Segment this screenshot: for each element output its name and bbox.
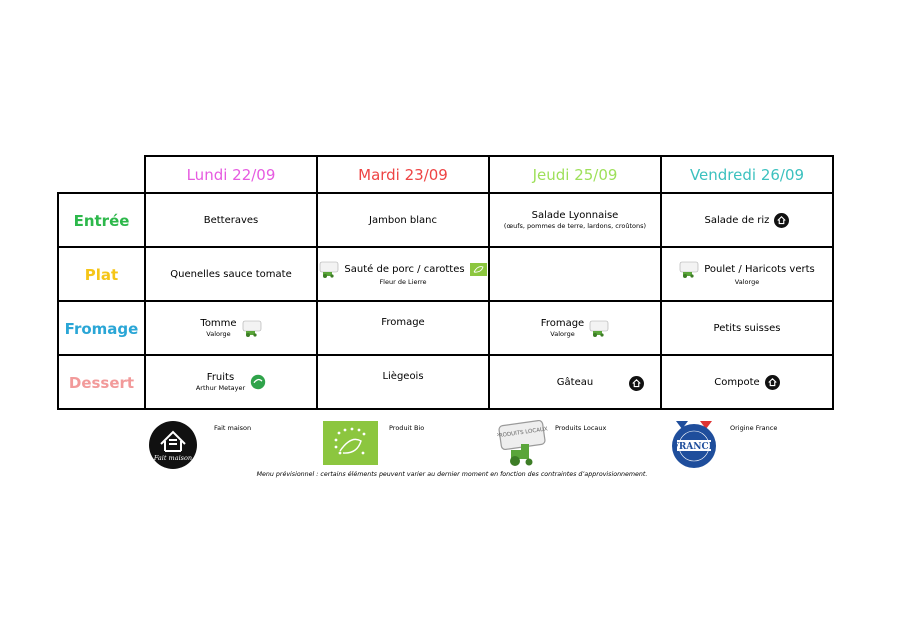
legend-bio — [323, 421, 378, 469]
dish-name: Liègeois — [382, 371, 424, 382]
produits-locaux-icon — [319, 261, 339, 278]
cell-entree-mardi — [317, 193, 489, 247]
dish-name: Salade de riz — [704, 214, 770, 226]
dish-supplier: Fleur de Lierre — [379, 278, 427, 286]
fait-maison-logo-icon — [148, 420, 198, 470]
produits-locaux-icon — [242, 320, 262, 337]
cell-plat-lundi — [145, 247, 317, 301]
cell-plat-jeudi — [489, 247, 661, 301]
dish-name: Fromage — [540, 318, 585, 329]
legend-france — [668, 419, 720, 473]
produits-locaux-logo-text: PRODUITS LOCAUX — [497, 426, 549, 440]
cell-fromage-vendredi — [661, 301, 833, 355]
cell-entree-lundi — [145, 193, 317, 247]
day-title: Mardi 23/09 — [358, 166, 448, 184]
day-title: Jeudi 25/09 — [532, 166, 618, 184]
dish-name: Fromage — [381, 317, 425, 328]
cell-plat-vendredi — [661, 247, 833, 301]
dish-name: Compote — [714, 376, 760, 388]
produits-locaux-icon — [589, 320, 609, 337]
day-header-mardi — [317, 156, 489, 193]
category-label: Dessert — [68, 373, 135, 392]
origine-france-logo-text: FRANCE — [672, 442, 716, 452]
legend-label-fait-maison: Fait maison — [214, 424, 252, 432]
legend-fait-maison — [148, 420, 198, 474]
category-label: Entrée — [73, 211, 130, 230]
fait-maison-icon — [774, 213, 789, 228]
dish-name: Gâteau — [556, 376, 594, 388]
bio-leaf-icon — [470, 263, 487, 276]
day-title: Lundi 22/09 — [186, 166, 276, 184]
dish-supplier: Arthur Metayer — [195, 384, 246, 392]
category-fromage — [58, 301, 145, 355]
dish-name: Tomme — [200, 318, 237, 329]
legend-locaux — [497, 420, 549, 472]
fait-maison-logo-text: Fait maison — [153, 454, 193, 462]
dish-name: Poulet / Haricots verts — [704, 264, 815, 275]
origine-france-icon — [250, 374, 266, 390]
dish-name: Fruits — [206, 372, 235, 383]
day-header-vendredi — [661, 156, 833, 193]
cell-dessert-jeudi — [489, 355, 661, 409]
day-title: Vendredi 26/09 — [689, 166, 805, 184]
day-header-lundi — [145, 156, 317, 193]
cell-entree-vendredi — [661, 193, 833, 247]
dish-supplier: Valorge — [206, 330, 231, 338]
day-header-jeudi — [489, 156, 661, 193]
origine-france-logo-icon — [668, 419, 720, 469]
category-plat — [58, 247, 145, 301]
dish-supplier: Valorge — [734, 278, 760, 286]
dish-supplier: Valorge — [550, 330, 575, 338]
dish-name: Quenelles sauce tomate — [170, 268, 292, 280]
dish-name: Jambon blanc — [369, 214, 437, 226]
legend-label-bio: Produit Bio — [389, 424, 425, 432]
cell-dessert-lundi — [145, 355, 317, 409]
legend-label-france: Origine France — [730, 424, 778, 432]
bio-logo-icon — [323, 421, 378, 465]
dish-name: Petits suisses — [713, 322, 781, 334]
category-label: Fromage — [64, 319, 139, 338]
cell-entree-jeudi — [489, 193, 661, 247]
fait-maison-icon — [629, 376, 644, 391]
category-dessert — [58, 355, 145, 409]
dish-name: Betteraves — [203, 214, 259, 226]
cell-fromage-mardi — [317, 301, 489, 355]
cell-fromage-jeudi — [489, 301, 661, 355]
cell-dessert-vendredi — [661, 355, 833, 409]
cell-dessert-mardi — [317, 355, 489, 409]
fait-maison-icon — [765, 375, 780, 390]
dish-name: Salade Lyonnaise — [531, 210, 619, 221]
category-entree — [58, 193, 145, 247]
legend-label-locaux: Produits Locaux — [555, 424, 607, 432]
produits-locaux-logo-icon — [497, 420, 549, 468]
corner-blank — [58, 156, 145, 193]
cell-plat-mardi — [317, 247, 489, 301]
dish-name: Sauté de porc / carottes — [344, 264, 465, 275]
disclaimer-note: Menu prévisionnel : certains éléments peuvent varier au dernier moment en fonction des contraintes d’approvisionnement. — [256, 471, 648, 478]
cell-fromage-lundi — [145, 301, 317, 355]
category-label: Plat — [84, 265, 119, 284]
produits-locaux-icon — [679, 261, 699, 278]
menu-table — [57, 155, 834, 410]
dish-detail: (œufs, pommes de terre, lardons, croûtons) — [503, 222, 647, 230]
